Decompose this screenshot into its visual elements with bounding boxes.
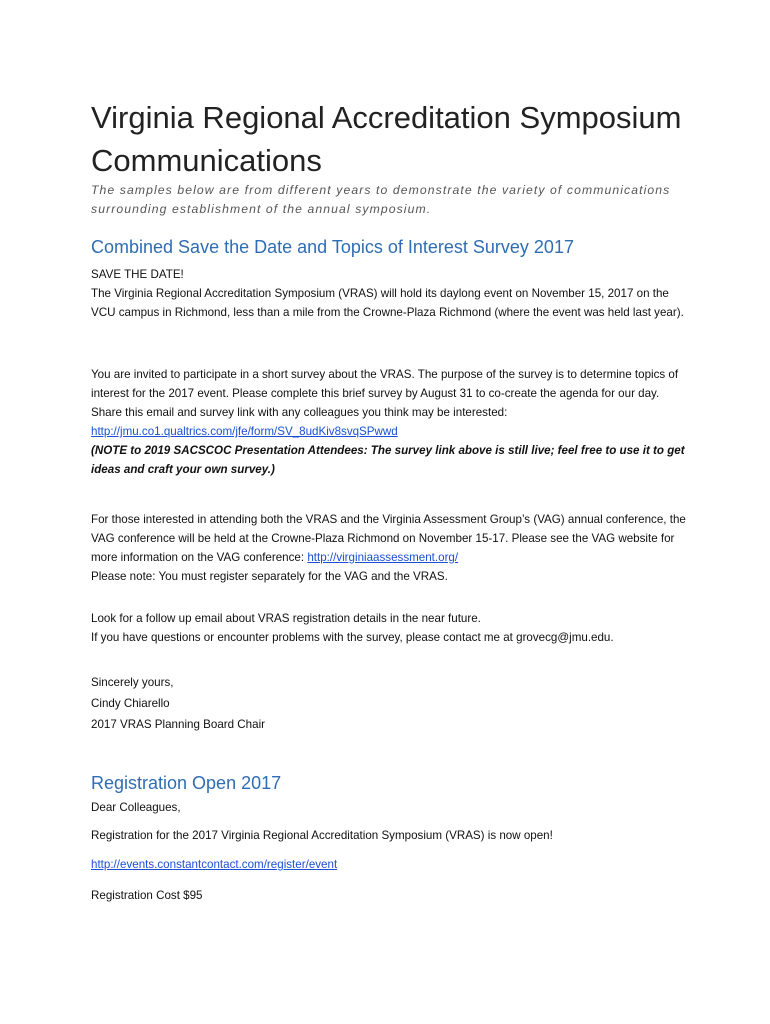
signer-title: 2017 VRAS Planning Board Chair xyxy=(91,718,266,731)
registration-greeting xyxy=(91,798,691,817)
registration-cost-block xyxy=(91,886,691,905)
registration-announcement xyxy=(91,826,691,845)
followup-text: Look for a follow up email about VRAS registration details in the near future. xyxy=(91,612,481,625)
registration-link-block xyxy=(91,855,691,874)
survey-link[interactable]: http://jmu.co1.qualtrics.com/jfe/form/SV_8udKiv8svqSPwwd xyxy=(91,425,398,438)
greeting-text: Dear Colleagues, xyxy=(91,801,181,814)
questions-text: If you have questions or encounter problems with the survey, please contact me at grovecg@jmu.edu. xyxy=(91,631,614,644)
signer-name: Cindy Chiarello xyxy=(91,697,170,710)
register-link[interactable]: http://events.constantcontact.com/register/event xyxy=(91,858,338,871)
survey-paragraph xyxy=(91,365,691,479)
vag-paragraph xyxy=(91,510,691,586)
save-the-date-block xyxy=(91,265,691,322)
vag-text: For those interested in attending both the VRAS and the Virginia Assessment Group’s (VAG) annual conference, the VAG conference will be held at the Crowne-Plaza Richmond on November 15-17. Please see the VAG website for more information on the VAG conference: xyxy=(91,513,686,564)
document-title: Virginia Regional Accreditation Symposium Communications xyxy=(91,100,682,178)
save-the-date-label: SAVE THE DATE! xyxy=(91,268,184,281)
registration-text: Registration for the 2017 Virginia Regional Accreditation Symposium (VRAS) is now open! xyxy=(91,829,553,842)
section-heading-save-the-date: Combined Save the Date and Topics of Interest Survey 2017 xyxy=(91,237,574,257)
presentation-note: (NOTE to 2019 SACSCOC Presentation Attendees: The survey link above is still live; feel free to use it to get ideas and craft your own survey.) xyxy=(91,444,685,476)
followup-paragraph xyxy=(91,609,691,647)
survey-text: You are invited to participate in a short survey about the VRAS. The purpose of the survey is to determine topics of interest for the 2017 event. Please complete this brief survey by August 31 to co-create the agenda for our day. Share this email and survey link with any colleagues you think may be interested: xyxy=(91,368,679,419)
vag-link[interactable]: http://virginiaassessment.org/ xyxy=(307,551,459,564)
document-subtitle: The samples below are from different years to demonstrate the variety of communications surrounding establishment of the annual symposium. xyxy=(91,183,671,216)
registration-cost: Registration Cost $95 xyxy=(91,889,203,902)
announcement-paragraph: The Virginia Regional Accreditation Symposium (VRAS) will hold its daylong event on November 15, 2017 on the VCU campus in Richmond, less than a mile from the Crowne-Plaza Richmond (where the event was held last year). xyxy=(91,287,684,319)
section-heading-registration: Registration Open 2017 xyxy=(91,773,282,793)
vag-register-note: Please note: You must register separately for the VAG and the VRAS. xyxy=(91,570,448,583)
signature-block xyxy=(91,673,691,734)
closing-text: Sincerely yours, xyxy=(91,676,174,689)
